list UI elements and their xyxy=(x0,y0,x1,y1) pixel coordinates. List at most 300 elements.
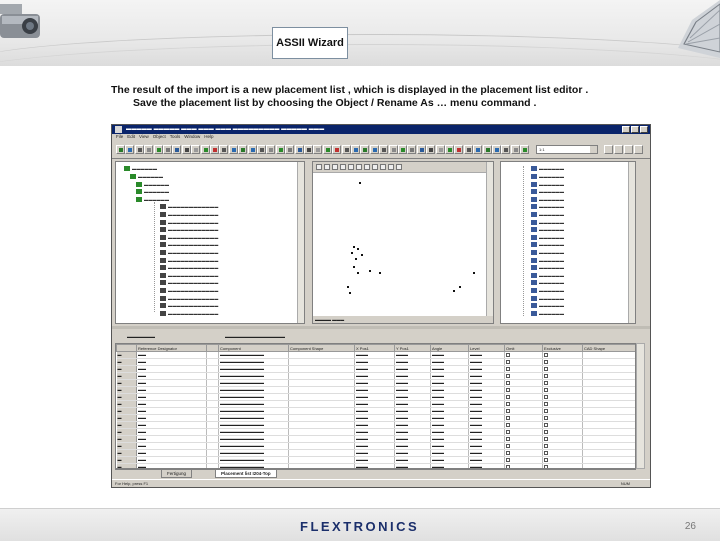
table-row[interactable] xyxy=(117,401,637,408)
table-cell[interactable] xyxy=(583,436,637,443)
maximize-button[interactable] xyxy=(631,126,639,133)
table-cell[interactable]: ▬▬▬ xyxy=(355,373,395,380)
table-cell[interactable] xyxy=(583,443,637,450)
tree-node[interactable]: ▬▬▬▬▬▬ xyxy=(130,173,163,180)
table-cell[interactable]: ▬▬▬ xyxy=(431,457,469,464)
toolbar-button[interactable] xyxy=(125,145,134,154)
tree-node[interactable]: ▬▬▬▬▬▬ xyxy=(531,287,564,294)
table-cell[interactable] xyxy=(505,352,543,359)
table-cell[interactable]: ▬▬▬ xyxy=(431,380,469,387)
column-header[interactable]: Reference Designator xyxy=(137,345,207,352)
table-cell[interactable]: ▬▬▬▬▬▬▬▬▬▬▬ xyxy=(219,401,289,408)
toolbar-button[interactable] xyxy=(426,145,435,154)
table-cell[interactable]: ▬▬▬ xyxy=(469,415,505,422)
table-cell[interactable]: ▬▬▬▬▬▬▬▬▬▬▬ xyxy=(219,464,289,470)
table-cell[interactable] xyxy=(289,352,355,359)
table-cell[interactable]: ▬ xyxy=(117,359,137,366)
table-cell[interactable]: ▬▬▬ xyxy=(355,387,395,394)
toolbar-button[interactable] xyxy=(163,145,172,154)
toolbar-button[interactable] xyxy=(201,145,210,154)
toolbar-button[interactable] xyxy=(248,145,257,154)
table-cell[interactable] xyxy=(289,422,355,429)
table-cell[interactable]: ▬▬▬ xyxy=(395,422,431,429)
toolbar-button[interactable] xyxy=(238,145,247,154)
table-cell[interactable]: ▬ xyxy=(117,429,137,436)
table-cell[interactable]: ▬▬▬ xyxy=(355,366,395,373)
toolbar-button[interactable] xyxy=(436,145,445,154)
tree-node[interactable]: ▬▬▬▬▬▬▬▬▬▬▬▬ xyxy=(160,279,218,286)
table-cell[interactable]: ▬ xyxy=(117,380,137,387)
table-cell[interactable]: ▬▬▬ xyxy=(355,464,395,470)
column-header[interactable]: Angle xyxy=(431,345,469,352)
table-cell[interactable] xyxy=(505,457,543,464)
table-cell[interactable]: ▬▬▬ xyxy=(431,366,469,373)
table-cell[interactable]: ▬▬▬ xyxy=(355,394,395,401)
table-cell[interactable] xyxy=(505,387,543,394)
table-cell[interactable]: ▬▬▬ xyxy=(469,366,505,373)
table-cell[interactable]: ▬▬▬ xyxy=(395,436,431,443)
table-cell[interactable] xyxy=(289,387,355,394)
table-cell[interactable] xyxy=(505,436,543,443)
toolbar-button[interactable] xyxy=(445,145,454,154)
toolbar-button[interactable] xyxy=(276,145,285,154)
table-cell[interactable]: ▬ xyxy=(117,366,137,373)
column-header[interactable] xyxy=(207,345,219,352)
table-cell[interactable] xyxy=(289,380,355,387)
checkbox[interactable] xyxy=(506,451,510,455)
table-cell[interactable]: ▬▬▬ xyxy=(431,436,469,443)
table-row[interactable] xyxy=(117,436,637,443)
toolbar-button[interactable] xyxy=(285,145,294,154)
tab-placement-list[interactable]: Placement list I204-Top xyxy=(215,470,277,478)
toolbar-button[interactable] xyxy=(634,145,643,154)
table-cell[interactable]: ▬▬▬ xyxy=(395,457,431,464)
toolbar-button[interactable] xyxy=(511,145,520,154)
table-cell[interactable] xyxy=(505,401,543,408)
toolbar-button[interactable] xyxy=(182,145,191,154)
table-cell[interactable]: ▬▬▬▬▬▬▬▬▬▬▬ xyxy=(219,415,289,422)
table-cell[interactable]: ▬▬▬▬▬▬▬▬▬▬▬ xyxy=(219,429,289,436)
table-cell[interactable]: ▬ xyxy=(117,450,137,457)
table-cell[interactable]: ▬▬▬ xyxy=(431,464,469,470)
table-cell[interactable]: ▬▬▬ xyxy=(355,443,395,450)
checkbox[interactable] xyxy=(506,388,510,392)
table-cell[interactable]: ▬▬▬ xyxy=(469,436,505,443)
table-row[interactable] xyxy=(117,457,637,464)
table-cell[interactable] xyxy=(207,387,219,394)
tree-node[interactable]: ▬▬▬▬▬▬ xyxy=(136,180,169,187)
table-cell[interactable] xyxy=(289,394,355,401)
checkbox[interactable] xyxy=(544,416,548,420)
table-cell[interactable]: ▬ xyxy=(117,443,137,450)
table-cell[interactable] xyxy=(543,401,583,408)
table-cell[interactable]: ▬▬▬ xyxy=(469,450,505,457)
toolbar-button[interactable] xyxy=(501,145,510,154)
table-cell[interactable]: ▬▬▬ xyxy=(395,401,431,408)
toolbar-button[interactable] xyxy=(483,145,492,154)
menu-item[interactable]: Help xyxy=(204,134,214,139)
table-row[interactable] xyxy=(117,387,637,394)
table-cell[interactable]: ▬▬▬ xyxy=(469,359,505,366)
checkbox[interactable] xyxy=(544,381,548,385)
table-cell[interactable] xyxy=(289,457,355,464)
table-cell[interactable] xyxy=(289,401,355,408)
table-cell[interactable] xyxy=(583,373,637,380)
toolbar-button[interactable] xyxy=(172,145,181,154)
toolbar-button[interactable] xyxy=(351,145,360,154)
checkbox[interactable] xyxy=(544,388,548,392)
table-cell[interactable] xyxy=(207,422,219,429)
table-cell[interactable] xyxy=(543,408,583,415)
object-tree-left[interactable] xyxy=(115,161,305,324)
checkbox[interactable] xyxy=(544,402,548,406)
view-tool-button[interactable] xyxy=(364,164,370,170)
table-cell[interactable] xyxy=(207,401,219,408)
menu-item[interactable]: View xyxy=(139,134,149,139)
table-cell[interactable] xyxy=(543,422,583,429)
table-cell[interactable]: ▬▬▬▬▬▬▬▬▬▬▬ xyxy=(219,457,289,464)
table-cell[interactable] xyxy=(207,373,219,380)
checkbox[interactable] xyxy=(544,395,548,399)
table-row[interactable] xyxy=(117,443,637,450)
toolbar-button[interactable] xyxy=(370,145,379,154)
table-cell[interactable]: ▬▬▬ xyxy=(469,443,505,450)
toolbar-button[interactable] xyxy=(624,145,633,154)
table-cell[interactable]: ▬▬ xyxy=(137,457,207,464)
toolbar-button[interactable] xyxy=(614,145,623,154)
toolbar-button[interactable] xyxy=(191,145,200,154)
table-cell[interactable]: ▬▬▬▬▬▬▬▬▬▬▬ xyxy=(219,366,289,373)
checkbox[interactable] xyxy=(544,360,548,364)
table-row[interactable] xyxy=(117,394,637,401)
table-cell[interactable]: ▬▬▬ xyxy=(395,352,431,359)
table-cell[interactable]: ▬▬▬ xyxy=(355,422,395,429)
table-cell[interactable]: ▬▬▬ xyxy=(431,450,469,457)
table-cell[interactable] xyxy=(207,408,219,415)
tree-node[interactable]: ▬▬▬▬▬▬▬▬▬▬▬▬ xyxy=(160,203,218,210)
tree-node[interactable]: ▬▬▬▬▬▬ xyxy=(531,180,564,187)
tree-node[interactable]: ▬▬▬▬▬▬▬▬▬▬▬▬ xyxy=(160,302,218,309)
table-cell[interactable]: ▬▬▬▬▬▬▬▬▬▬▬ xyxy=(219,380,289,387)
table-cell[interactable]: ▬▬▬ xyxy=(431,373,469,380)
table-cell[interactable]: ▬ xyxy=(117,387,137,394)
table-cell[interactable]: ▬▬▬▬▬▬▬▬▬▬▬ xyxy=(219,408,289,415)
table-cell[interactable] xyxy=(505,415,543,422)
menu-item[interactable]: File xyxy=(116,134,124,139)
tree-node[interactable]: ▬▬▬▬▬▬ xyxy=(531,264,564,271)
table-cell[interactable] xyxy=(505,422,543,429)
view-tool-button[interactable] xyxy=(332,164,338,170)
table-cell[interactable] xyxy=(289,359,355,366)
table-cell[interactable] xyxy=(207,436,219,443)
checkbox[interactable] xyxy=(506,353,510,357)
object-tree-right[interactable] xyxy=(500,161,636,324)
table-cell[interactable]: ▬▬▬ xyxy=(395,429,431,436)
table-cell[interactable]: ▬▬▬ xyxy=(395,387,431,394)
tree-node[interactable]: ▬▬▬▬▬▬▬▬▬▬▬▬ xyxy=(160,294,218,301)
tree-node[interactable]: ▬▬▬▬▬▬ xyxy=(531,294,564,301)
table-cell[interactable]: ▬▬▬ xyxy=(469,394,505,401)
table-cell[interactable] xyxy=(505,380,543,387)
table-cell[interactable] xyxy=(207,394,219,401)
table-cell[interactable] xyxy=(207,429,219,436)
table-cell[interactable]: ▬ xyxy=(117,352,137,359)
table-cell[interactable] xyxy=(505,443,543,450)
checkbox[interactable] xyxy=(506,360,510,364)
table-cell[interactable]: ▬▬▬ xyxy=(469,352,505,359)
table-cell[interactable]: ▬▬▬ xyxy=(355,401,395,408)
checkbox[interactable] xyxy=(506,444,510,448)
table-cell[interactable]: ▬▬▬ xyxy=(431,359,469,366)
table-cell[interactable] xyxy=(289,366,355,373)
table-cell[interactable]: ▬▬▬▬▬▬▬▬▬▬▬ xyxy=(219,352,289,359)
table-cell[interactable] xyxy=(543,394,583,401)
checkbox[interactable] xyxy=(506,402,510,406)
table-cell[interactable]: ▬▬▬ xyxy=(395,450,431,457)
table-cell[interactable]: ▬▬▬▬▬▬▬▬▬▬▬ xyxy=(219,450,289,457)
tree-node[interactable]: ▬▬▬▬▬▬ xyxy=(531,241,564,248)
toolbar-button[interactable] xyxy=(520,145,529,154)
table-cell[interactable] xyxy=(583,387,637,394)
table-cell[interactable] xyxy=(583,429,637,436)
table-cell[interactable]: ▬▬ xyxy=(137,366,207,373)
table-cell[interactable]: ▬▬ xyxy=(137,408,207,415)
table-cell[interactable] xyxy=(505,394,543,401)
toolbar-button[interactable] xyxy=(323,145,332,154)
table-cell[interactable]: ▬▬ xyxy=(137,436,207,443)
tree-node[interactable]: ▬▬▬▬▬▬▬▬▬▬▬▬ xyxy=(160,241,218,248)
toolbar-button[interactable] xyxy=(417,145,426,154)
table-cell[interactable] xyxy=(543,387,583,394)
view-tool-button[interactable] xyxy=(324,164,330,170)
toolbar-button[interactable] xyxy=(604,145,613,154)
table-cell[interactable]: ▬▬ xyxy=(137,443,207,450)
column-header[interactable]: Component xyxy=(219,345,289,352)
tree-scrollbar[interactable] xyxy=(297,162,304,323)
zoom-combo[interactable]: 1:1 xyxy=(536,145,598,154)
table-cell[interactable]: ▬▬▬▬▬▬▬▬▬▬▬ xyxy=(219,394,289,401)
menu-item[interactable]: Tools xyxy=(169,134,181,139)
toolbar-button[interactable] xyxy=(332,145,341,154)
table-cell[interactable]: ▬▬ xyxy=(137,380,207,387)
toolbar-button[interactable] xyxy=(295,145,304,154)
table-cell[interactable] xyxy=(207,443,219,450)
table-cell[interactable] xyxy=(583,408,637,415)
table-cell[interactable]: ▬▬▬▬▬▬▬▬▬▬▬ xyxy=(219,422,289,429)
tree-node[interactable]: ▬▬▬▬▬▬ xyxy=(531,302,564,309)
tree-node[interactable]: ▬▬▬▬▬▬ xyxy=(531,218,564,225)
view-tool-button[interactable] xyxy=(340,164,346,170)
table-cell[interactable]: ▬▬ xyxy=(137,401,207,408)
table-row[interactable] xyxy=(117,408,637,415)
column-header[interactable]: Exclusive xyxy=(543,345,583,352)
tree-node[interactable]: ▬▬▬▬▬▬▬▬▬▬▬▬ xyxy=(160,256,218,263)
table-cell[interactable] xyxy=(207,352,219,359)
table-cell[interactable] xyxy=(289,443,355,450)
tree-node[interactable]: ▬▬▬▬▬▬▬▬▬▬▬▬ xyxy=(160,271,218,278)
tree-node[interactable]: ▬▬▬▬▬▬ xyxy=(531,203,564,210)
tree-node[interactable]: ▬▬▬▬▬▬ xyxy=(531,233,564,240)
checkbox[interactable] xyxy=(544,374,548,378)
table-cell[interactable] xyxy=(543,373,583,380)
table-cell[interactable]: ▬▬▬ xyxy=(355,408,395,415)
checkbox[interactable] xyxy=(506,458,510,462)
table-cell[interactable] xyxy=(289,373,355,380)
table-cell[interactable]: ▬▬ xyxy=(137,359,207,366)
table-cell[interactable]: ▬▬▬ xyxy=(431,352,469,359)
toolbar-button[interactable] xyxy=(144,145,153,154)
toolbar-button[interactable] xyxy=(229,145,238,154)
table-cell[interactable] xyxy=(583,401,637,408)
table-cell[interactable] xyxy=(543,429,583,436)
column-header[interactable]: Omit xyxy=(505,345,543,352)
table-cell[interactable]: ▬▬▬ xyxy=(355,415,395,422)
table-cell[interactable] xyxy=(207,457,219,464)
table-row[interactable] xyxy=(117,415,637,422)
toolbar-button[interactable] xyxy=(304,145,313,154)
checkbox[interactable] xyxy=(544,437,548,441)
table-cell[interactable]: ▬▬▬ xyxy=(469,429,505,436)
table-cell[interactable] xyxy=(207,450,219,457)
table-cell[interactable]: ▬▬▬ xyxy=(431,408,469,415)
checkbox[interactable] xyxy=(506,395,510,399)
checkbox[interactable] xyxy=(544,409,548,413)
table-cell[interactable] xyxy=(543,359,583,366)
table-cell[interactable]: ▬▬▬ xyxy=(395,464,431,470)
table-cell[interactable] xyxy=(583,380,637,387)
table-cell[interactable]: ▬▬ xyxy=(137,464,207,470)
table-cell[interactable]: ▬▬▬ xyxy=(395,415,431,422)
table-cell[interactable] xyxy=(207,366,219,373)
table-cell[interactable] xyxy=(543,443,583,450)
table-cell[interactable]: ▬▬ xyxy=(137,450,207,457)
tree-node[interactable]: ▬▬▬▬▬▬ xyxy=(531,256,564,263)
table-cell[interactable]: ▬▬▬ xyxy=(431,394,469,401)
tree-node[interactable]: ▬▬▬▬▬▬ xyxy=(136,188,169,195)
table-cell[interactable]: ▬▬▬ xyxy=(395,359,431,366)
table-cell[interactable] xyxy=(505,359,543,366)
table-cell[interactable]: ▬ xyxy=(117,373,137,380)
table-cell[interactable] xyxy=(289,429,355,436)
tree-node[interactable]: ▬▬▬▬▬▬▬▬▬▬▬▬ xyxy=(160,309,218,316)
toolbar-button[interactable] xyxy=(135,145,144,154)
toolbar-button[interactable] xyxy=(398,145,407,154)
checkbox[interactable] xyxy=(544,430,548,434)
tree-node[interactable]: ▬▬▬▬▬▬ xyxy=(531,249,564,256)
column-header[interactable]: Y Pos1 xyxy=(395,345,431,352)
tree-node[interactable]: ▬▬▬▬▬▬ xyxy=(531,195,564,202)
table-cell[interactable]: ▬▬▬ xyxy=(469,408,505,415)
table-row[interactable] xyxy=(117,450,637,457)
table-cell[interactable]: ▬▬ xyxy=(137,429,207,436)
table-cell[interactable] xyxy=(505,366,543,373)
checkbox[interactable] xyxy=(506,423,510,427)
table-cell[interactable]: ▬▬▬ xyxy=(395,443,431,450)
table-cell[interactable] xyxy=(543,366,583,373)
layout-view[interactable] xyxy=(312,161,494,324)
tree-node[interactable]: ▬▬▬▬▬▬ xyxy=(531,271,564,278)
table-cell[interactable]: ▬▬▬ xyxy=(355,352,395,359)
table-cell[interactable] xyxy=(583,352,637,359)
table-cell[interactable] xyxy=(583,394,637,401)
table-cell[interactable]: ▬▬▬ xyxy=(395,408,431,415)
table-cell[interactable]: ▬▬▬ xyxy=(469,422,505,429)
tree-node[interactable]: ▬▬▬▬▬▬▬▬▬▬▬▬ xyxy=(160,264,218,271)
table-cell[interactable]: ▬▬▬ xyxy=(355,450,395,457)
menu-item[interactable]: Edit xyxy=(127,134,136,139)
table-cell[interactable]: ▬▬▬ xyxy=(395,394,431,401)
tree-node[interactable]: ▬▬▬▬▬▬ xyxy=(531,226,564,233)
table-cell[interactable]: ▬▬ xyxy=(137,394,207,401)
table-cell[interactable] xyxy=(207,359,219,366)
menu-item[interactable]: Window xyxy=(184,134,201,139)
table-cell[interactable] xyxy=(583,457,637,464)
table-cell[interactable]: ▬▬▬ xyxy=(355,359,395,366)
table-cell[interactable]: ▬▬▬ xyxy=(469,464,505,470)
minimize-button[interactable] xyxy=(622,126,630,133)
table-cell[interactable]: ▬▬ xyxy=(137,415,207,422)
tree-node[interactable]: ▬▬▬▬▬▬▬▬▬▬▬▬ xyxy=(160,211,218,218)
column-header[interactable]: X Pos1 xyxy=(355,345,395,352)
table-cell[interactable] xyxy=(505,373,543,380)
table-cell[interactable] xyxy=(505,408,543,415)
checkbox[interactable] xyxy=(544,451,548,455)
tree-node[interactable]: ▬▬▬▬▬▬ xyxy=(136,195,169,202)
tree-scrollbar[interactable] xyxy=(628,162,635,323)
toolbar-button[interactable] xyxy=(257,145,266,154)
toolbar-button[interactable] xyxy=(407,145,416,154)
table-cell[interactable] xyxy=(505,429,543,436)
pane-splitter[interactable] xyxy=(112,326,650,329)
table-cell[interactable] xyxy=(583,422,637,429)
tree-node[interactable]: ▬▬▬▬▬▬ xyxy=(531,279,564,286)
toolbar-button[interactable] xyxy=(389,145,398,154)
table-cell[interactable]: ▬▬▬ xyxy=(469,380,505,387)
table-cell[interactable]: ▬ xyxy=(117,436,137,443)
table-cell[interactable]: ▬▬▬ xyxy=(431,443,469,450)
checkbox[interactable] xyxy=(544,444,548,448)
view-tool-button[interactable] xyxy=(348,164,354,170)
table-cell[interactable] xyxy=(543,380,583,387)
table-cell[interactable]: ▬ xyxy=(117,422,137,429)
table-cell[interactable]: ▬ xyxy=(117,457,137,464)
table-cell[interactable] xyxy=(583,415,637,422)
toolbar-button[interactable] xyxy=(454,145,463,154)
grid-scrollbar[interactable] xyxy=(636,343,645,469)
table-cell[interactable]: ▬▬▬ xyxy=(355,429,395,436)
checkbox[interactable] xyxy=(544,367,548,371)
table-cell[interactable]: ▬▬▬ xyxy=(395,380,431,387)
table-cell[interactable]: ▬▬▬ xyxy=(431,429,469,436)
table-cell[interactable]: ▬▬▬ xyxy=(355,457,395,464)
table-row[interactable] xyxy=(117,422,637,429)
table-cell[interactable]: ▬ xyxy=(117,394,137,401)
checkbox[interactable] xyxy=(544,423,548,427)
table-cell[interactable] xyxy=(543,457,583,464)
toolbar-button[interactable] xyxy=(342,145,351,154)
tree-node[interactable]: ▬▬▬▬▬▬▬▬▬▬▬▬ xyxy=(160,249,218,256)
tree-node[interactable]: ▬▬▬▬▬▬ xyxy=(531,211,564,218)
view-tool-button[interactable] xyxy=(372,164,378,170)
placement-list-grid[interactable] xyxy=(115,343,636,469)
table-cell[interactable]: ▬▬▬▬▬▬▬▬▬▬▬ xyxy=(219,436,289,443)
toolbar-button[interactable] xyxy=(313,145,322,154)
table-cell[interactable]: ▬▬▬ xyxy=(469,457,505,464)
table-cell[interactable]: ▬ xyxy=(117,408,137,415)
close-button[interactable] xyxy=(640,126,648,133)
tree-node[interactable]: ▬▬▬▬▬▬▬▬▬▬▬▬ xyxy=(160,233,218,240)
tree-node[interactable]: ▬▬▬▬▬▬▬▬▬▬▬▬ xyxy=(160,287,218,294)
